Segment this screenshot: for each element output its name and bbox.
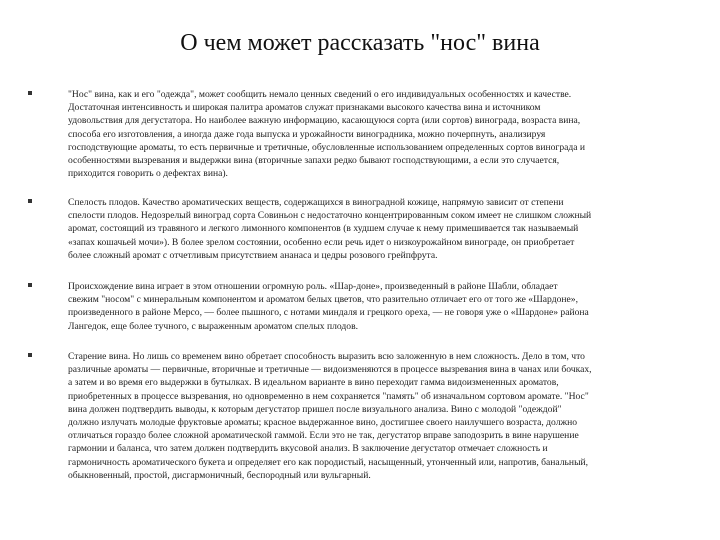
bullet-icon — [28, 353, 32, 357]
paragraph-line: Лангедок, еще более тучного, с выраженным ароматом спелых плодов. — [68, 320, 359, 332]
paragraph-line: "Нос" вина, как и его "одежда", может сообщить немало ценных сведений о его индивидуальных особенностях и качестве. — [68, 89, 572, 100]
paragraph-line: а затем и во время его выдержки в бутылках. В идеальном варианте в вино переходит гамма видоизмененных ароматов, — [68, 377, 559, 389]
paragraph-line: различные ароматы — первичные, вторичные и третичные — видоизменяются в процессе вызревания вина в чанах или бочках, — [68, 364, 592, 376]
paragraph-line: Старение вина. Но лишь со временем вино обретает способность выразить всю заложенную в нем сложность. Дело в том, что — [68, 351, 585, 362]
paragraph-line: произведенного в районе Мерсо, — более пышного, с нотами миндаля и грецкого ореха, — не говоря уже о «Шардоне» района — [68, 307, 589, 319]
paragraph-line: Спелость плодов. Качество ароматических веществ, содержащихся в виноградной кожице, напрямую зависит от степени — [68, 197, 564, 208]
paragraph-line: вина должен подтвердить выводы, к которым дегустатор пришел после визуального анализа. Вино с молодой "одеждой" — [68, 403, 562, 415]
paragraph-line: особенностями вызревания и выдержки вина (вторичные запахи редко бывают господствующими, а если это случается, — [68, 154, 560, 166]
paragraph-line: способа его изготовления, а иногда даже года выпуска и урожайности виноградника, можно почерпнуть, анализируя — [68, 128, 546, 140]
paragraph-line: «запах кошачьей мочи»). В более зрелом состоянии, особенно если речь идет о низкоурожайном винограде, он приобретает — [68, 236, 575, 248]
paragraph-line: господствующие ароматы, то есть первичные и третичные, обусловленные использованием определенных сортов винограда и — [68, 141, 586, 153]
paragraph — [68, 350, 708, 482]
paragraph-line: Достаточная интенсивность и широкая палитра ароматов служат признаками высокого качества вина и источником — [68, 102, 541, 114]
paragraph-line: удовольствия для дегустатора. Но наиболее важную информацию, касающуюся сорта (или сортов) винограда, возраста вина, — [68, 115, 581, 127]
bullet-icon — [28, 91, 32, 95]
paragraph-line: свежим "носом" с минеральным компонентом и ароматом белых цветов, что разительно отличает его от того же «Шардоне», — [68, 294, 578, 306]
paragraph — [68, 88, 708, 180]
paragraph-line: Происхождение вина играет в этом отношении огромную роль. «Шар-доне», произведенный в районе Шабли, обладает — [68, 281, 558, 292]
paragraph-line: аромат, состоящий из травяного и легкого лимонного компонентов (в худшем случае к нему примешивается так называемый — [68, 223, 579, 235]
paragraph-line: приобретенных в процессе вызревания, но одновременно в нем сохраняется "память" об изначальном сортовом аромате. "Нос" — [68, 390, 589, 402]
paragraph-line: обыкновенный, простой, дисгармоничный, беспородный или вульгарный. — [68, 469, 371, 481]
paragraph-line: гармоничность ароматического букета и определяет его как породистый, насыщенный, утонченный или, напротив, банальный, — [68, 456, 589, 468]
paragraph-line: более сложный аромат с отчетливым присутствием ананаса и цедры розового грейпфрута. — [68, 249, 438, 261]
paragraph — [68, 280, 708, 333]
paragraph-line: отличаться гораздо более сложной ароматической гаммой. Если это не так, дегустатор вправе заподозрить в вине нарушение — [68, 430, 579, 442]
paragraph-line: гармонии и баланса, что затем должен подтвердить вкусовой анализ. В заключение дегустатор отмечает сложность и — [68, 443, 548, 455]
paragraph — [68, 196, 708, 262]
paragraph-line: должно излучать молодые фруктовые ароматы; красное выдержанное вино, достигшее своего наилучшего возраста, должно — [68, 416, 578, 428]
bullet-icon — [28, 199, 32, 203]
paragraph-line: спелости плодов. Недозрелый виноград сорта Совиньон с недостаточно концентрированным соком имеет не слишком сложный — [68, 210, 592, 222]
paragraph-line: приходится говорить о дефектах вина). — [68, 168, 228, 180]
slide-title: О чем может рассказать "нос" вина — [180, 30, 540, 56]
bullet-icon — [28, 283, 32, 287]
